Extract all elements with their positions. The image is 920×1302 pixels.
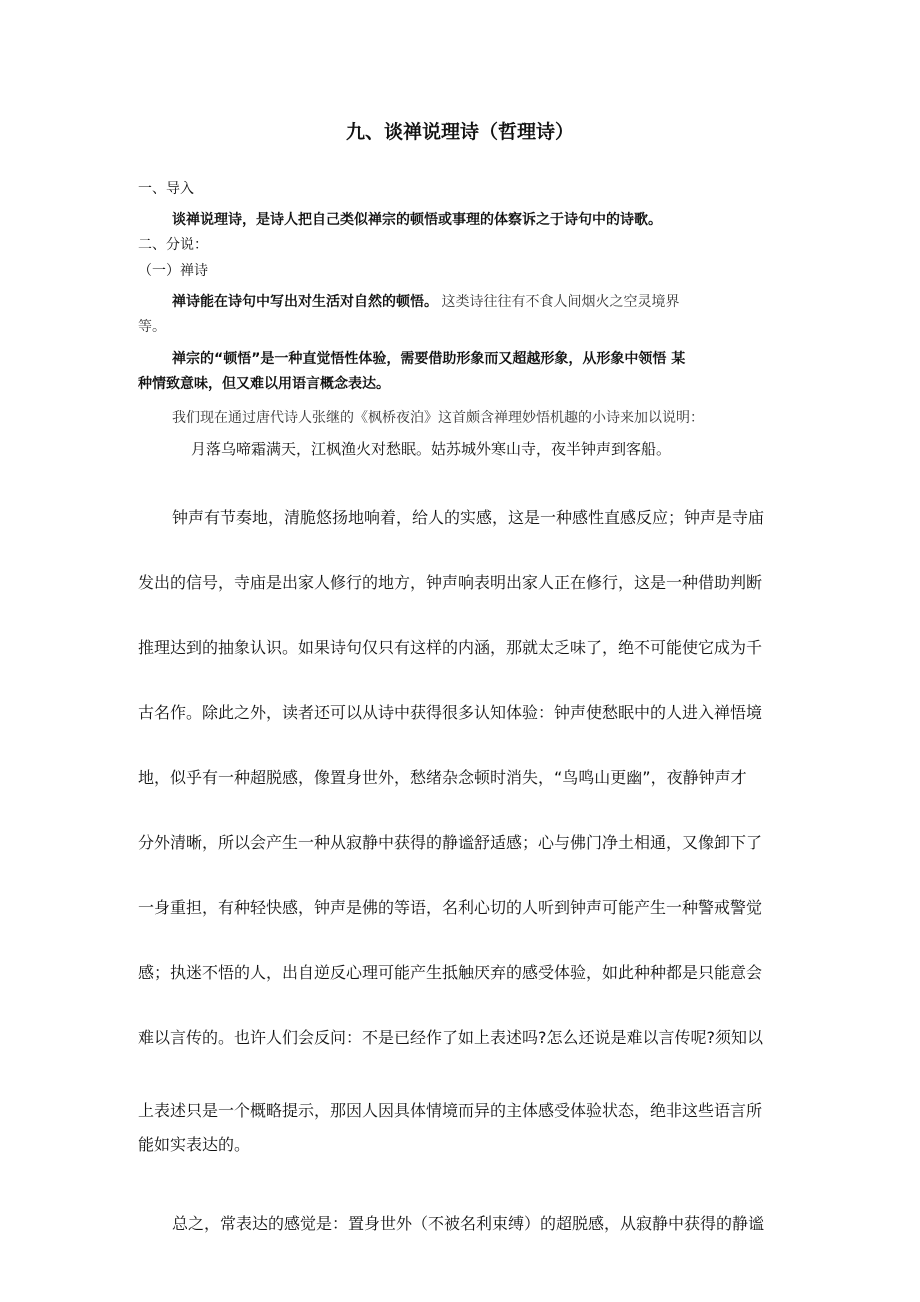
paragraph-normal-text: 这类诗往往有不食人间烟火之空灵境界 (441, 294, 680, 310)
summary-line: 总之，常表达的感觉是：置身世外（不被名利束缚）的超脱感，从寂静中获得的静谧 (172, 1214, 765, 1233)
body-line: 推理达到的抽象认识。如果诗句仅只有这样的内涵，那就太乏味了，绝不可能使它成为千 (138, 638, 763, 657)
body-line: 一身重担，有种轻快感，钟声是佛的等语，名利心切的人听到钟声可能产生一种警戒警觉 (138, 898, 763, 917)
body-line: 发出的信号，寺庙是出家人修行的地方，钟声响表明出家人正在修行，这是一种借助判断 (138, 573, 763, 592)
body-line: 地，似乎有一种超脱感，像置身世外，愁绪杂念顿时消失，“鸟鸣山更幽”，夜静钟声才 (138, 768, 747, 787)
paragraph-zen-poetry (172, 295, 680, 310)
body-line: 分外清晰，所以会产生一种从寂静中获得的静谧舒适感；心与佛门净土相通，又像卸下了 (138, 833, 763, 852)
page-title: 九、谈禅说理诗（哲理诗） (345, 121, 574, 143)
body-line: 钟声有节奏地，清脆悠扬地响着，给人的实感，这是一种感性直感反应；钟声是寺庙 (172, 508, 765, 527)
intro-paragraph: 谈禅说理诗，是诗人把自己类似禅宗的顿悟或事理的体察诉之于诗句中的诗歌。 (172, 212, 662, 228)
body-line: 能如实表达的。 (138, 1135, 251, 1154)
poem-text: 月落乌啼霜满天，江枫渔火对愁眠。姑苏城外寒山寺，夜半钟声到客船。 (191, 440, 672, 458)
body-line: 上表述只是一个概略提示，那因人因具体情境而异的主体感受体验状态，绝非这些语言所 (138, 1101, 763, 1120)
paragraph-epiphany-line2: 种情致意味，但又难以用语言概念表达。 (138, 376, 390, 392)
paragraph-zen-poetry-cont: 等。 (138, 319, 166, 335)
section-heading-analysis: 二、分说： (138, 237, 208, 253)
paragraph-bold-text: 禅诗能在诗句中写出对生活对自然的顿悟。 (172, 294, 438, 310)
section-heading-intro: 一、导入 (138, 181, 194, 197)
body-line: 难以言传的。也许人们会反问：不是已经作了如上表述吗?怎么还说是难以言传呢?须知以 (138, 1028, 763, 1047)
subsection-heading-zen-poetry: （一）禅诗 (138, 263, 208, 279)
paragraph-epiphany-line1: 禅宗的“顿悟”是一种直觉悟性体验，需要借助形象而又超越形象，从形象中领悟 某 (172, 351, 686, 367)
body-line: 感；执迷不悟的人，出自逆反心理可能产生抵触厌弃的感受体验，如此种种都是只能意会 (138, 963, 763, 982)
paragraph-example-intro: 我们现在通过唐代诗人张继的《枫桥夜泊》这首颇含禅理妙悟机趣的小诗来加以说明： (172, 410, 704, 426)
body-line: 古名作。除此之外，读者还可以从诗中获得很多认知体验：钟声使愁眠中的人进入禅悟境 (138, 703, 763, 722)
